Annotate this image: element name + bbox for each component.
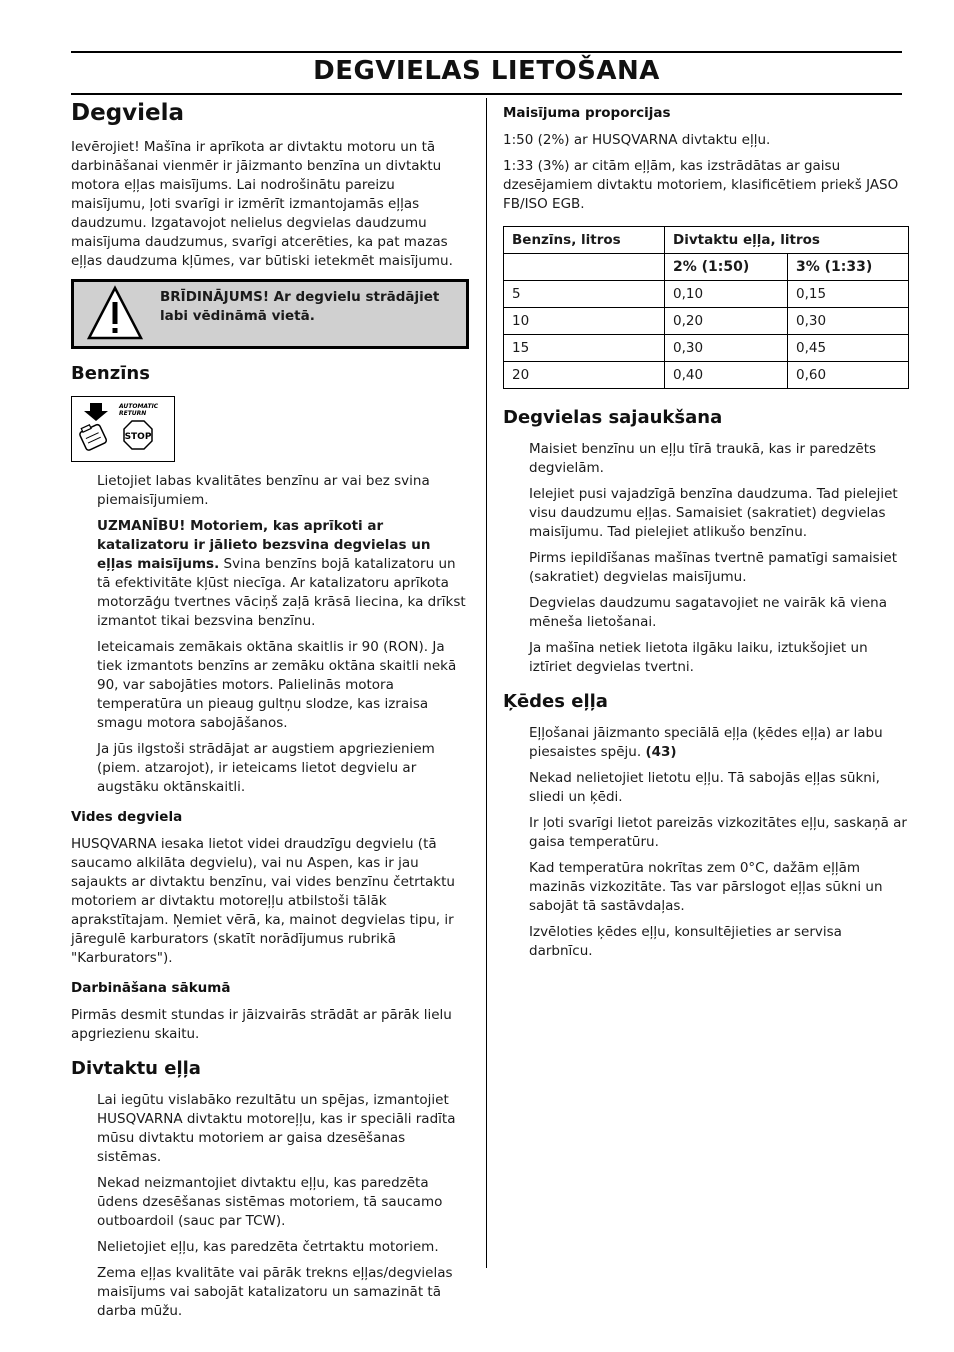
- page-title: DEGVIELAS LIETOŠANA: [313, 56, 660, 86]
- sajauksana-paragraph-2: Ielejiet pusi vajadzīgā benzīna daudzuma. Tad pielejiet visu daudzumu eļļas. Samaisiet (sakratiet) degvielas maisījumu. Tad pielejiet atlikušo benzīnu.: [529, 486, 898, 540]
- mix-ratio-table: [503, 226, 909, 389]
- warning-text: BRĪDINĀJUMS! Ar degvielu strādājiet labi vēdināmā vietā.: [160, 289, 440, 324]
- table-cell: 0,15: [788, 281, 909, 308]
- divtaktu-paragraph-1: Lai iegūtu vislabāko rezultātu un spējas, izmantojiet HUSQVARNA divtaktu motoreļļu, kas ir speciāli radīta mūsu divtaktu motoriem ar gaisa dzesēšanas sistēmas.: [97, 1092, 456, 1165]
- section-heading-divtaktu: Divtaktu eļļa: [71, 1058, 201, 1079]
- table-row: [504, 281, 909, 308]
- kedes-paragraph-4: Kad temperatūra nokrītas zem 0°C, dažām eļļām mazinās vizkozitāte. Tas var pārslogot eļļas sūkni un sabojāt tā sastāvdaļas.: [529, 860, 883, 914]
- table-cell: 0,45: [788, 335, 909, 362]
- section-heading-sajauksana: Degvielas sajaukšana: [503, 407, 723, 428]
- intro-paragraph: Ievērojiet! Mašīna ir aprīkota ar divtaktu motoru un tā darbināšanai vienmēr ir jāizmanto benzīna un divtaktu motora eļļas maisījums. Lai nodrošinātu pareizu maisījumu, ļoti svarīgi ir izmērīt izmantojamās eļļas daudzumu. Izgatavojot nelielus degvielas daudzumu maisījuma daudzumus, svarīgi atcerēties, ka pat mazas eļļas daudzuma kļūmes, var būtiski ietekmēt maisījumu.: [71, 139, 453, 269]
- caution-paragraph: [97, 517, 469, 631]
- table-cell: 0,20: [665, 308, 788, 335]
- table-subheader-cell: 3% (1:33): [788, 254, 909, 281]
- table-row: [504, 335, 909, 362]
- table-row: [504, 308, 909, 335]
- vides-paragraph: HUSQVARNA iesaka lietot videi draudzīgu degvielu (tā saucamo alkilāta degvielu), vai nu Aspen, kas ir jau sajaukts ar divtaktu benzīnu, vai vides benzīnu četrtaktu motoriem ar divtaktu motoreļļu atbilstoši tālāk aprakstītajam. Ņemiet vērā, ka, mainot degvielas tipu, ir jāregulē karburators (skatīt norādījumus rubrikā "Karburators").: [71, 836, 455, 966]
- divtaktu-paragraph-4: Zema eļļas kvalitāte vai pārāk trekns eļļas/degvielas maisījums vai sabojāt katalizatoru un samazināt tā darba mūžu.: [97, 1265, 453, 1319]
- icon-caption-line2: RETURN: [119, 410, 147, 417]
- table-cell: 0,30: [788, 308, 909, 335]
- sajauksana-paragraph-5: Ja mašīna netiek lietota ilgāku laiku, iztukšojiet un iztīriet degvielas tvertni.: [529, 640, 868, 675]
- subheading-maisijuma: Maisījuma proporcijas: [503, 105, 671, 121]
- sajauksana-paragraph-4: Degvielas daudzumu sagatavojiet ne vairāk kā viena mēneša lietošanai.: [529, 595, 887, 630]
- caution-bold: UZMANĪBU! Motoriem, kas aprīkoti ar katalizatoru ir jālieto bezsvina degvielas un eļļas maisījums.: [97, 518, 431, 572]
- table-subheader-row: [504, 254, 909, 281]
- sajauksana-paragraph-3: Pirms iepildīšanas mašīnas tvertnē pamatīgi samaisiet (sakratiet) degvielas maisījumu.: [529, 550, 898, 585]
- table-cell: 20: [504, 362, 665, 389]
- maisijuma-paragraph-2: 1:33 (3%) ar citām eļļām, kas izstrādātas ar gaisu dzesējamiem divtaktu motoriem, klasificētiem priekš JASO FB/ISO EGB.: [503, 158, 899, 212]
- benzins-paragraph-4: Ja jūs ilgstoši strādājat ar augstiem apgriezieniem (piem. atzarojot), ir ieteicams lietot degvielu ar augstāku oktānskaitli.: [97, 741, 435, 795]
- benzins-paragraph-1: Lietojiet labas kvalitātes benzīnu ar vai bez svina piemaisījumiem.: [97, 473, 430, 508]
- table-cell: [504, 254, 665, 281]
- kedes-paragraph-5: Izvēloties ķēdes eļļu, konsultējieties ar servisa darbnīcu.: [529, 924, 842, 959]
- warning-triangle-icon: [86, 285, 144, 341]
- table-header-cell: Divtaktu eļļa, litros: [665, 227, 909, 254]
- warning-box: [71, 279, 469, 349]
- section-heading-degviela: Degviela: [71, 100, 185, 126]
- kedes-paragraph-1: [529, 724, 909, 762]
- table-header-row: [504, 227, 909, 254]
- section-heading-benzins: Benzīns: [71, 363, 150, 384]
- figure-reference: (43): [645, 744, 677, 760]
- kedes-paragraph-2: Nekad nelietojiet lietotu eļļu. Tā sabojās eļļas sūkni, sliedi un ķēdi.: [529, 770, 880, 805]
- section-heading-kedes: Ķēdes eļļa: [503, 691, 608, 712]
- kedes-text: Eļļošanai jāizmanto speciālā eļļa (ķēdes eļļa) ar labu piesaistes spēju.: [529, 725, 883, 760]
- icon-caption-line1: AUTOMATIC: [119, 403, 159, 410]
- icon-stop-label: STOP: [124, 432, 152, 442]
- subheading-darbinasana: Darbināšana sākumā: [71, 980, 231, 996]
- header-rule-top: [71, 51, 902, 53]
- maisijuma-paragraph-1: 1:50 (2%) ar HUSQVARNA divtaktu eļļu.: [503, 132, 771, 148]
- table-cell: 15: [504, 335, 665, 362]
- table-header-cell: Benzīns, litros: [504, 227, 665, 254]
- benzins-paragraph-3: Ieteicamais zemākais oktāna skaitlis ir 90 (RON). Ja tiek izmantots benzīns ar zemāku oktāna skaitli nekā 90, var sabojāties motors. Palielinās motora temperatūra un pieaug gultņu slodze, kas izraisa smagu motora sabojāšanos.: [97, 639, 457, 731]
- fuel-stop-icon: [71, 396, 175, 462]
- header-rule-bottom: [71, 93, 902, 95]
- kedes-paragraph-3: Ir ļoti svarīgi lietot pareizās vizkozitātes eļļu, saskaņā ar gaisa temperatūru.: [529, 815, 907, 850]
- sajauksana-paragraph-1: Maisiet benzīnu un eļļu tīrā traukā, kas ir paredzēts degvielām.: [529, 441, 877, 476]
- table-cell: 0,30: [665, 335, 788, 362]
- table-row: [504, 362, 909, 389]
- table-cell: 0,60: [788, 362, 909, 389]
- subheading-vides-degviela: Vides degviela: [71, 809, 183, 825]
- caution-rest: Svina benzīns bojā katalizatoru un tā efektivitāte kļūst niecīga. Ar katalizatoru aprīkota motorzāģu tvertnes vāciņš zaļā krāsā liecina, ka drīkst izmantot tikai bezsvina benzīnu.: [97, 556, 466, 629]
- divtaktu-paragraph-3: Nelietojiet eļļu, kas paredzēta četrtaktu motoriem.: [97, 1239, 439, 1255]
- darbinasana-paragraph: Pirmās desmit stundas ir jāizvairās strādāt ar pārāk lielu apgriezienu skaitu.: [71, 1007, 452, 1042]
- left-column: [71, 100, 469, 1328]
- table-cell: 0,10: [665, 281, 788, 308]
- right-column: [503, 100, 909, 968]
- table-cell: 0,40: [665, 362, 788, 389]
- table-subheader-cell: 2% (1:50): [665, 254, 788, 281]
- divtaktu-paragraph-2: Nekad neizmantojiet divtaktu eļļu, kas paredzēta ūdens dzesēšanas sistēmas motoriem, tā saucamo outboardoil (sauc par TCW).: [97, 1175, 443, 1229]
- table-cell: 5: [504, 281, 665, 308]
- table-cell: 10: [504, 308, 665, 335]
- column-divider: [486, 98, 487, 1268]
